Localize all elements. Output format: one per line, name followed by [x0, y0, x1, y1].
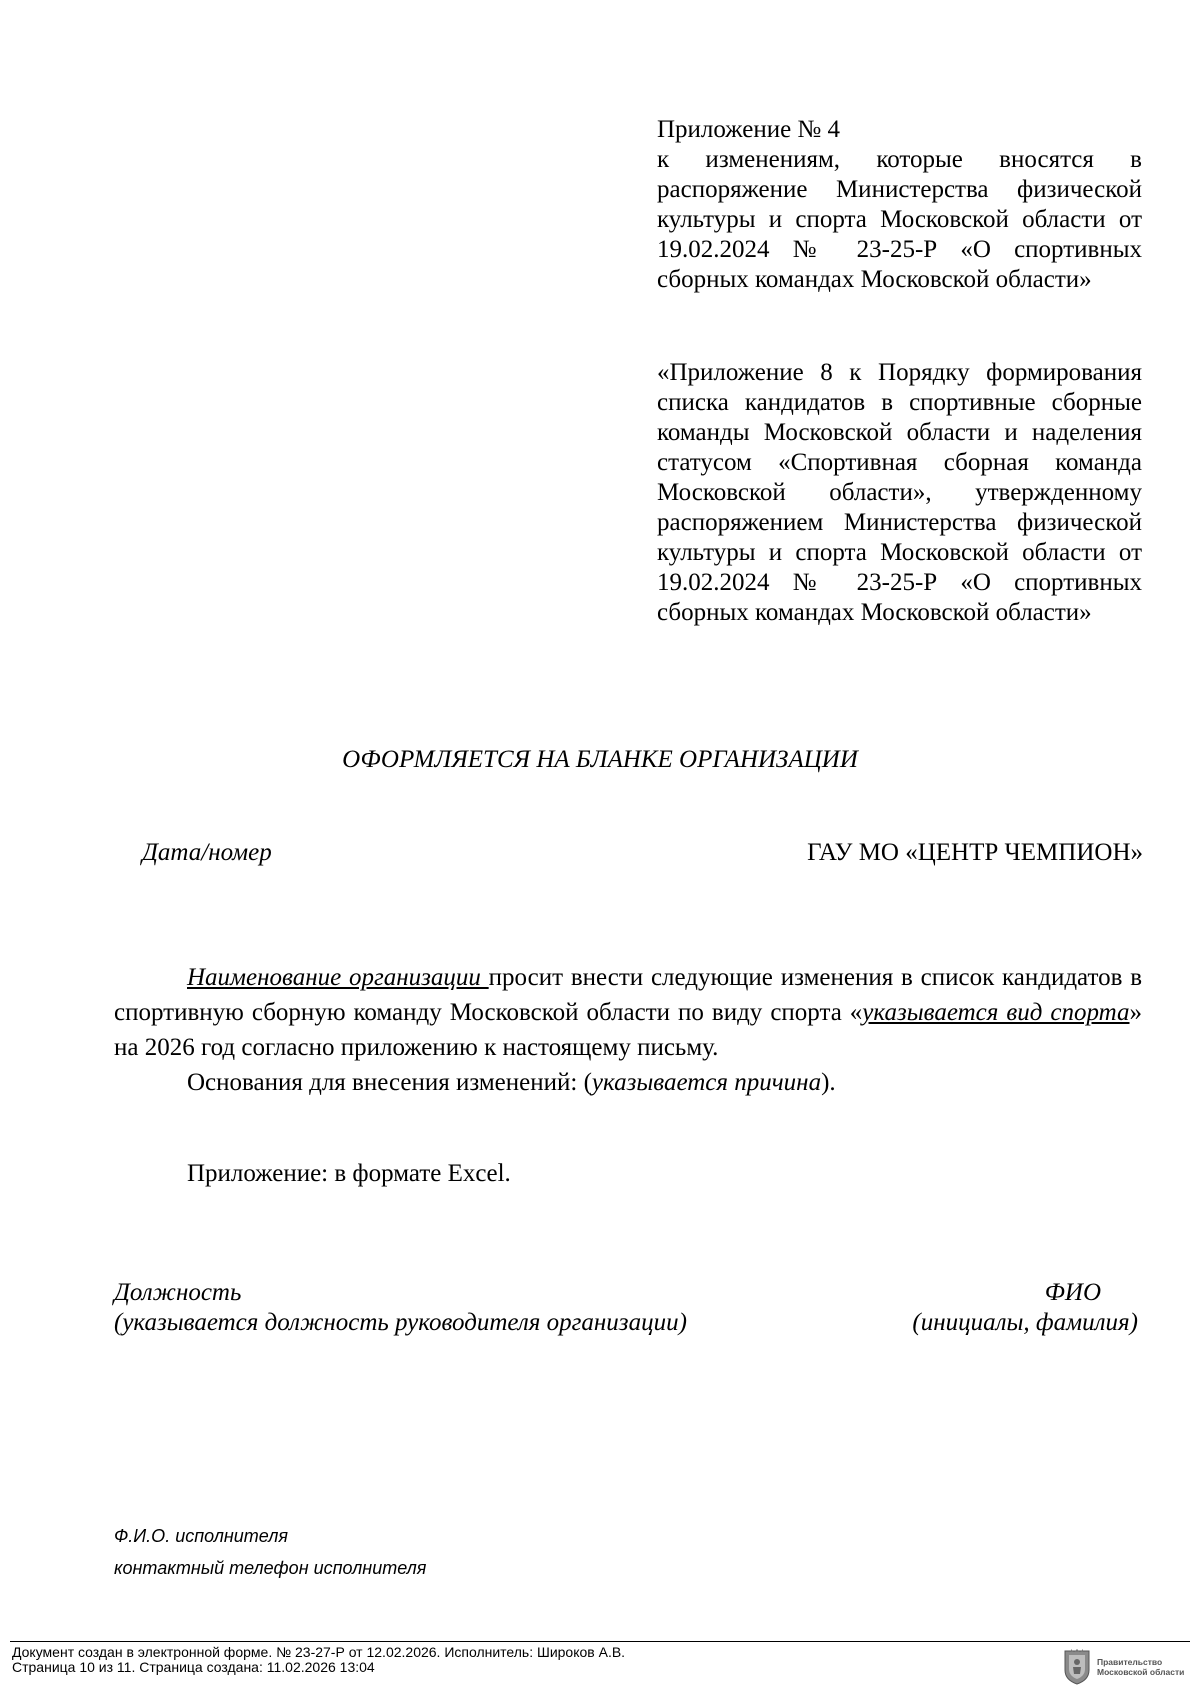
- footer-divider: [10, 1641, 1190, 1642]
- position-hint: (указывается должность руководителя организации): [114, 1309, 687, 1336]
- reason-tail: ).: [821, 1069, 836, 1096]
- appendix-text: к изменениям, которые вносятся в распоряжение Министерства физической культуры и спорта Московской области от 19.02.2024 № 23-25-Р «О спортивных сборных командах Московской области»: [657, 146, 1142, 293]
- government-logo: [1063, 1645, 1193, 1689]
- appendix-text-2: «Приложение 8 к Порядку формирования списка кандидатов в спортивные сборные команды Московской области и наделения статусом «Спортивная сборная команда Московской области», утвержденному распоряжением Министерства физической культуры и спорта Московской области от 19.02.2024 № 23-25-Р «О спортивных сборных командах Московской области»: [657, 359, 1142, 626]
- government-caption: [1097, 1657, 1184, 1677]
- reason-paragraph: [114, 1065, 1142, 1100]
- appendix-block: [657, 115, 1142, 626]
- government-caption-line-1: Правительство: [1097, 1657, 1163, 1667]
- form-title: ОФОРМЛЯЕТСЯ НА БЛАНКЕ ОРГАНИЗАЦИИ: [342, 746, 858, 773]
- request-paragraph: [114, 960, 1142, 1065]
- org-name-placeholder: Наименование организации: [187, 964, 489, 991]
- request-text: просит внести следующие изменения в список кандидатов в спортивную сборную команду Московской области по виду спорта «: [114, 964, 1142, 1026]
- coat-of-arms-icon: [1063, 1648, 1091, 1686]
- attachment-note: Приложение: в формате Excel.: [187, 1160, 511, 1187]
- sport-placeholder: указывается вид спорта: [862, 999, 1130, 1026]
- executor-block: [114, 1520, 426, 1584]
- position-block: [114, 1278, 687, 1338]
- fio-block: [912, 1278, 1138, 1338]
- fio-hint: (инициалы, фамилия): [912, 1309, 1138, 1336]
- request-tail: » на 2026 год согласно приложению к настоящему письму.: [114, 999, 1142, 1061]
- footer-line-2: Страница 10 из 11. Страница создана: 11.02.2026 13:04: [12, 1659, 375, 1675]
- executor-name-label: Ф.И.О. исполнителя: [114, 1526, 288, 1546]
- fio-title: ФИО: [1044, 1279, 1101, 1306]
- letter-body: [114, 960, 1142, 1191]
- reason-text: Основания для внесения изменений: (: [187, 1069, 592, 1096]
- footer-line-1: Документ создан в электронной форме. № 23-27-Р от 12.02.2026. Исполнитель: Широков А.В.: [12, 1644, 626, 1660]
- footer-text: [12, 1645, 625, 1675]
- appendix-title: Приложение № 4: [657, 116, 841, 143]
- date-number-label: Дата/номер: [142, 839, 272, 866]
- recipient: ГАУ МО «ЦЕНТР ЧЕМПИОН»: [807, 839, 1143, 866]
- reason-placeholder: указывается причина: [591, 1069, 822, 1096]
- executor-phone-label: контактный телефон исполнителя: [114, 1558, 427, 1578]
- position-title: Должность: [114, 1279, 242, 1306]
- government-caption-line-2: Московской области: [1097, 1667, 1185, 1677]
